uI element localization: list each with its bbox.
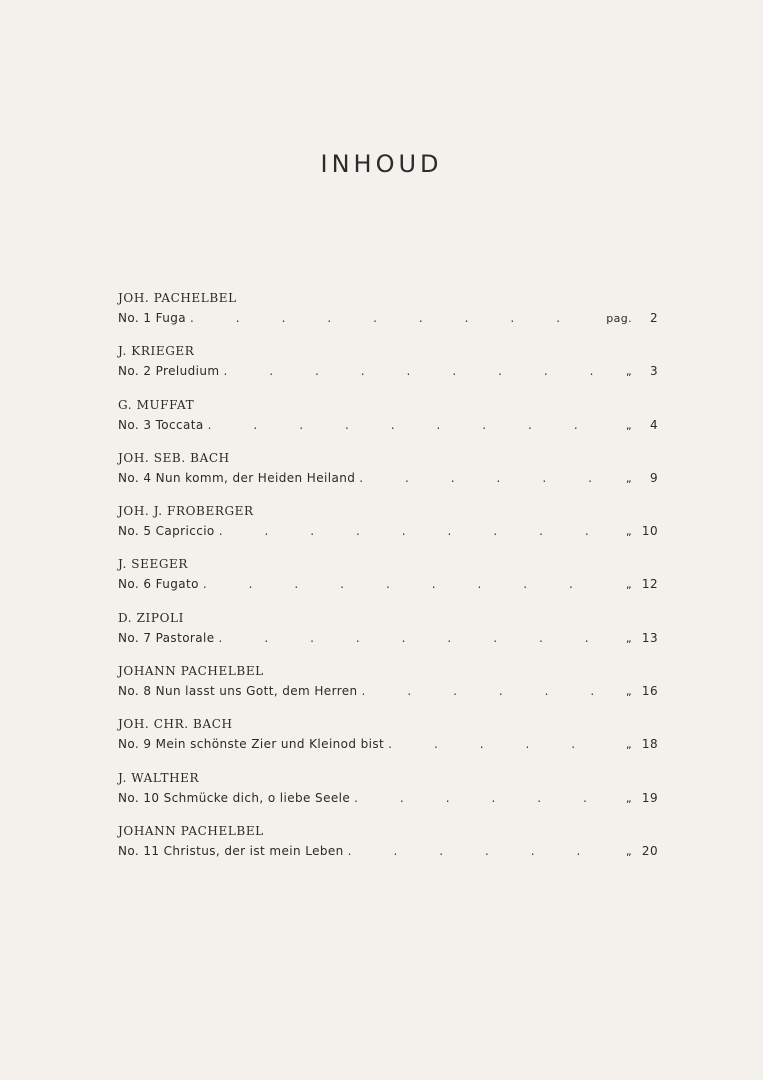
page-number: 16	[641, 684, 658, 699]
toc-entry	[118, 395, 658, 448]
page-ref: „	[625, 525, 632, 539]
page-ref: „	[625, 365, 632, 379]
piece-title: No. 9 Mein schönste Zier und Kleinod bist	[118, 737, 385, 752]
toc-line	[118, 361, 658, 381]
page-ref: „	[625, 471, 632, 485]
dot-leader	[219, 521, 598, 541]
toc-entry	[118, 714, 658, 767]
piece-title: No. 7 Pastorale	[118, 630, 215, 645]
toc-line	[118, 841, 658, 861]
toc-entry	[118, 554, 658, 607]
piece-title: No. 2 Preludium	[118, 364, 220, 379]
piece-title: No. 11 Christus, der ist mein Leben	[118, 843, 344, 858]
dot-leader	[348, 841, 598, 861]
page-number: 3	[649, 364, 658, 379]
dot-leader	[362, 681, 598, 701]
toc-line	[118, 681, 658, 701]
composer-name: JOH. CHR. BACH	[118, 717, 233, 732]
dot-leader	[208, 415, 598, 435]
toc-entry	[118, 608, 658, 661]
toc-entry	[118, 448, 658, 501]
composer-name: J. KRIEGER	[118, 344, 195, 359]
toc-entry	[118, 341, 658, 394]
page-ref: „	[625, 631, 632, 645]
composer-name: JOH. SEB. BACH	[118, 450, 230, 465]
dot-leader	[354, 788, 598, 808]
toc-entry	[118, 501, 658, 554]
piece-title: No. 4 Nun komm, der Heiden Heiland	[118, 470, 356, 485]
composer-name: JOH. J. FROBERGER	[118, 504, 254, 519]
dot-leader	[359, 468, 598, 488]
dot-leader	[190, 308, 598, 328]
page-ref: „	[625, 418, 632, 432]
page-number: 2	[649, 311, 658, 325]
composer-name: J. SEEGER	[118, 557, 189, 572]
page-number: 19	[641, 790, 658, 805]
table-of-contents	[118, 288, 658, 874]
toc-entry	[118, 288, 658, 341]
toc-line	[118, 628, 658, 648]
toc-entry	[118, 661, 658, 714]
toc-entry	[118, 821, 658, 874]
piece-title: No. 5 Capriccio	[118, 524, 215, 539]
composer-name: JOHANN PACHELBEL	[118, 664, 264, 679]
page-ref: „	[625, 685, 632, 699]
page-number: 10	[641, 524, 658, 539]
toc-line	[118, 574, 658, 594]
page-number: 20	[641, 843, 658, 858]
piece-title: No. 6 Fugato	[118, 577, 199, 592]
toc-line	[118, 734, 658, 754]
composer-name: J. WALTHER	[118, 770, 200, 785]
piece-title: No. 10 Schmücke dich, o liebe Seele	[118, 790, 351, 805]
page-ref: „	[625, 738, 632, 752]
page-title: INHOUD	[320, 150, 443, 178]
page-ref: „	[625, 578, 632, 592]
page-number: 18	[641, 737, 658, 752]
toc-line	[118, 788, 658, 808]
composer-name: JOH. PACHELBEL	[118, 291, 237, 305]
composer-name: D. ZIPOLI	[118, 610, 184, 625]
piece-title: No. 3 Toccata	[118, 417, 204, 432]
toc-line	[118, 415, 658, 435]
piece-title: No. 8 Nun lasst uns Gott, dem Herren	[118, 684, 358, 699]
dot-leader	[223, 361, 598, 381]
page-number: 13	[641, 630, 658, 645]
dot-leader	[388, 734, 598, 754]
page-ref: „	[625, 791, 632, 805]
dot-leader	[203, 574, 598, 594]
page-number: 12	[641, 577, 658, 592]
toc-line	[118, 308, 658, 328]
piece-title: No. 1 Fuga	[118, 311, 187, 325]
composer-name: G. MUFFAT	[118, 397, 195, 412]
page-number: 9	[649, 470, 658, 485]
toc-line	[118, 468, 658, 488]
composer-name: JOHANN PACHELBEL	[118, 823, 264, 838]
toc-entry	[118, 768, 658, 821]
toc-line	[118, 521, 658, 541]
page-number: 4	[649, 417, 658, 432]
page-ref: pag.	[606, 312, 632, 325]
page-ref: „	[625, 844, 632, 858]
dot-leader	[219, 628, 598, 648]
